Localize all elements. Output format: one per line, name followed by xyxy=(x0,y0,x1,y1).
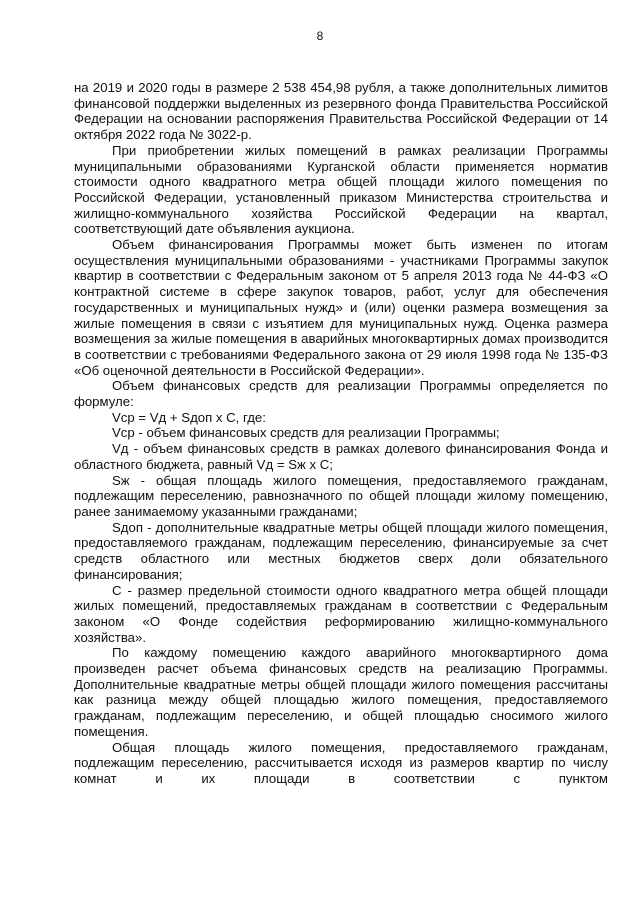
paragraph-funding-changes: Объем финансирования Программы может быть изменен по итогам осуществления муниципальными образованиями - участниками Программы закупок квартир в соответствии с Федеральным законом от 5 апреля 2013 года № 44-ФЗ «О контрактной системе в сфере закупок товаров, работ, услуг для обеспечения государственных и муниципальных нужд» и (или) оценки размера возмещения за жилые помещения в связи с изъятием для муниципальных нужд. Оценка размера возмещения за жилые помещения в аварийных многоквартирных домах производится в соответствии с требованиями Федерального закона от 29 июля 1998 года № 135-ФЗ «Об оценочной деятельности в Российской Федерации». xyxy=(74,237,608,378)
definition-vd: Vд - объем финансовых средств в рамках долевого финансирования Фонда и областного бюджета, равный Vд = Sж х С; xyxy=(74,441,608,472)
paragraph-cost-standard: При приобретении жилых помещений в рамках реализации Программы муниципальными образованиями Курганской области применяется норматив стоимости одного квадратного метра общей площади жилого помещения по Российской Федерации, установленный приказом Министерства строительства и жилищно-коммунального хозяйства Российской Федерации на квартал, соответствующий дате объявления аукциона. xyxy=(74,142,608,237)
definition-szh: Sж - общая площадь жилого помещения, предоставляемого гражданам, подлежащим переселению, равнозначного по общей площади жилому помещению, ранее занимаемому указанными гражданами; xyxy=(74,472,608,519)
paragraph-total-area: Общая площадь жилого помещения, предоставляемого гражданам, подлежащим переселению, рассчитывается исходя из размеров квартир по числу комнат и их площади в соответствии с пунктом xyxy=(74,739,608,786)
formula-line: Vср = Vд + Sдоп х С, где: xyxy=(112,409,266,425)
page-number: 8 xyxy=(316,29,324,43)
paragraph-funding-limits: на 2019 и 2020 годы в размере 2 538 454,98 рубля, а также дополнительных лимитов финансовой поддержки выделенных из резервного фонда Правительства Российской Федерации на основании распоряжения Правительства Российской Федерации от 14 октября 2022 года № 3022-р. xyxy=(74,80,608,143)
definition-sdop: Sдоп - дополнительные квадратные метры общей площади жилого помещения, предоставляемого гражданам, подлежащим переселению, финансируемые за счет средств областного или местных бюджетов сверх доли обязательного финансирования; xyxy=(74,519,608,582)
definition-vsr: Vср - объем финансовых средств для реализации Программы; xyxy=(112,425,500,441)
definition-c: С - размер предельной стоимости одного квадратного метра общей площади жилых помещений, предоставляемых гражданам в соответствии с Федеральным законом «О Фонде содействия реформированию жилищно-коммунального хозяйства». xyxy=(74,582,608,645)
paragraph-calculation: По каждому помещению каждого аварийного многоквартирного дома произведен расчет объема финансовых средств на реализацию Программы. Дополнительные квадратные метры общей площади жилого помещения рассчитаны как разница между общей площадью жилого помещения, предоставляемого гражданам, подлежащим переселению, и общей площадью сносимого жилого помещения. xyxy=(74,645,608,739)
document-body xyxy=(74,80,608,787)
paragraph-formula-intro: Объем финансовых средств для реализации Программы определяется по формуле: xyxy=(74,378,608,410)
